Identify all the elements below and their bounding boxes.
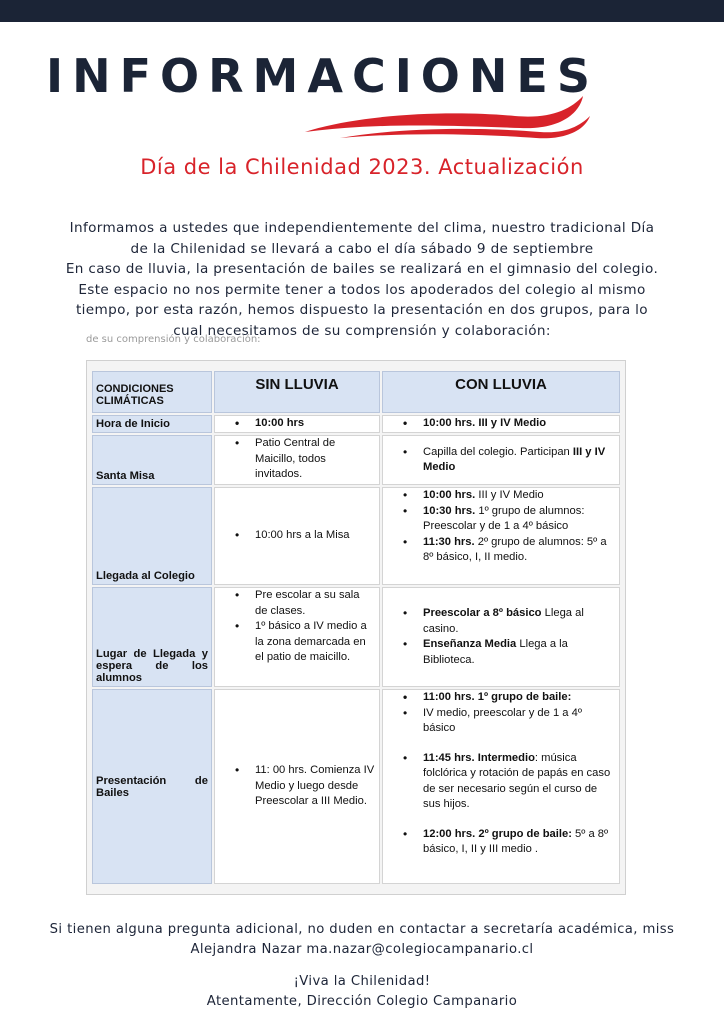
intro-line: de la Chilenidad se llevará a cabo el día sábado 9 de septiembre <box>130 240 594 257</box>
intro-line: Informamos a ustedes que independientemente del clima, nuestro tradicional Día <box>69 220 655 236</box>
row-label-llegada: Llegada al Colegio <box>92 487 212 585</box>
row-label-bailes: Presentación de Bailes <box>92 689 212 884</box>
red-swoosh-icon <box>300 92 600 142</box>
intro-line: Este espacio no nos permite tener a todos los apoderados del colegio al mismo <box>78 281 646 298</box>
top-bar <box>0 0 724 22</box>
row-label-misa: Santa Misa <box>92 435 212 485</box>
page-title: INFORMACIONES <box>46 49 599 103</box>
header-con-lluvia: CON LLUVIA <box>382 371 620 413</box>
footer-contact <box>40 920 684 959</box>
lugar-con: • Preescolar a 8º básico Llega al casino. • Enseñanza Media Llega a la Biblioteca. <box>382 587 620 687</box>
page-subtitle: Día de la Chilenidad 2023. Actualización <box>140 155 584 179</box>
row-label-hora: Hora de Inicio <box>92 415 212 433</box>
header-conditions: CONDICIONES CLIMÁTICAS <box>92 371 212 413</box>
schedule-image <box>86 360 626 895</box>
misa-sin: • Patio Central de Maicillo, todos invitados. <box>214 435 380 485</box>
header-sin-lluvia: SIN LLUVIA <box>214 371 380 413</box>
lugar-sin: • Pre escolar a su sala de clases. • 1º básico a IV medio a la zona demarcada en el patio de maicillo. <box>214 587 380 687</box>
footer-signoff <box>40 972 684 1011</box>
intro-line: cual necesitamos de su comprensión y colaboración: <box>173 322 551 339</box>
footer-line: Atentamente, Dirección Colegio Campanario <box>206 993 518 1009</box>
cropped-ghost-text: de su comprensión y colaboración: <box>86 334 261 345</box>
intro-line: tiempo, por esta razón, hemos dispuesto la presentación en dos grupos, para lo <box>76 302 648 318</box>
llegada-sin: • 10:00 hrs a la Misa <box>214 487 380 585</box>
misa-con: • Capilla del colegio. Participan III y IV Medio <box>382 435 620 485</box>
bailes-con: • 11:00 hrs. 1º grupo de baile: • IV medio, preescolar y de 1 a 4º básico • 11:45 hrs. Intermedio: música folclórica y rotación de papás en caso de ser necesario según el curso de sus hijos. • 12:00 hrs. 2º grupo de baile: 5º a 8º básico, I, II y III medio . <box>382 689 620 884</box>
intro-line: En caso de lluvia, la presentación de bailes se realizará en el gimnasio del colegio. <box>65 261 659 277</box>
footer-line: ¡Viva la Chilenidad! <box>293 974 431 989</box>
footer-line: Alejandra Nazar ma.nazar@colegiocampanario.cl <box>190 941 534 957</box>
bailes-sin: • 11: 00 hrs. Comienza IV Medio y luego desde Preescolar a III Medio. <box>214 689 380 884</box>
row-label-lugar: Lugar de Llegada y espera de los alumnos <box>92 587 212 687</box>
intro-paragraph <box>40 218 684 341</box>
footer-line: Si tienen alguna pregunta adicional, no duden en contactar a secretaría académica, miss <box>49 922 675 937</box>
hora-sin: • 10:00 hrs <box>214 415 380 433</box>
schedule-table <box>90 369 622 886</box>
hora-con: • 10:00 hrs. III y IV Medio <box>382 415 620 433</box>
llegada-con: • 10:00 hrs. III y IV Medio • 10:30 hrs. 1º grupo de alumnos: Preescolar y de 1 a 4º básico • 11:30 hrs. 2º grupo de alumnos: 5º a 8º básico, I, II medio. <box>382 487 620 585</box>
